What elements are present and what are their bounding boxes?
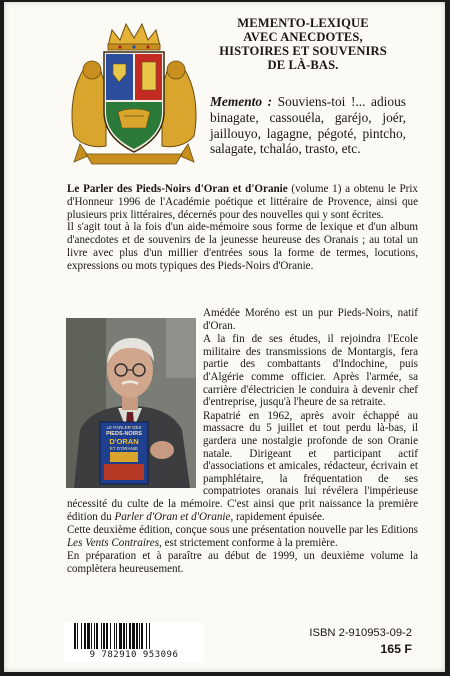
held-book-title-line-3: D'ORAN [109, 437, 139, 446]
bio-paragraph-1: Amédée Moréno est un pur Pieds-Noirs, natif d'Oran. [203, 307, 418, 332]
book-heading [204, 16, 402, 72]
price-label: 165 F [380, 642, 412, 656]
heading-line-3: HISTOIRES ET SOUVENIRS [219, 44, 387, 58]
memento-paragraph [210, 94, 406, 157]
author-biography [67, 307, 418, 576]
held-book-title-line-2: PIEDS-NOIRS [106, 431, 142, 437]
bio-paragraph-4-text-b: , est strictement conforme à la première. [159, 536, 338, 549]
intro-block [67, 183, 418, 273]
barcode-box [64, 622, 204, 662]
heading-line-1: MEMENTO-LEXIQUE [237, 16, 369, 30]
heading-line-2: AVEC ANECDOTES, [243, 30, 363, 44]
memento-lead: Memento : [210, 94, 273, 109]
heading-line-4: DE LÀ-BAS. [267, 58, 339, 72]
intro-book-title: Le Parler des Pieds-Noirs d'Oran et d'Oranie [67, 183, 288, 195]
held-book-title-line-1: LE PARLER DES [106, 425, 142, 430]
bio-paragraph-2: A la fin de ses études, il rejoindra l'Ecole militaire des transmissions de Montargis, fera partie des combattants d'Indochine, puis d'Algérie comme officier. Après l'armée, sa carrière d'électricien le conduira à devenir chef d'entreprise, jusqu'à l'heure de sa retraite. [203, 333, 418, 409]
isbn-number: ISBN 2-910953-09-2 [309, 627, 412, 639]
bio-book-title: Parler d'Oran et d'Oranie [114, 510, 231, 523]
bio-paragraph-4-text-a: Cette deuxième édition, conçue sous une présentation nouvelle par les Editions [67, 524, 418, 537]
bio-paragraph-5: En préparation et à paraître au début de 1999, un deuxième volume la complètera heureusement. [67, 550, 418, 575]
held-book-title-line-4: ET D'ORANIE [109, 446, 139, 451]
bio-paragraph-4 [67, 524, 418, 549]
memento-text: Souviens-toi !... adious binagate, cassouéla, garéjo, joér, jaillouyo, lagagne, pégoté, pintcho, salagate, tchaláo, trasto, etc. [210, 94, 406, 157]
intro-paragraph-2: Il s'agit tout à la fois d'un aide-mémoire sous forme de lexique et d'un album d'anecdotes et de souvenirs de la jeunesse heureuse des Oranais ; au total un livre avec plus d'un millier d'entrées sous la forme de termes, locutions, expressions ou mots typiques des Pieds-Noirs d'Oranie. [67, 221, 418, 272]
bio-paragraph-3-text-a: Rapatrié en 1962, après avoir échappé au massacre du 5 juillet et tout perdu là-bas, il gardera une nostalgie profonde de son Oranie natale. Dirigeant et participant actif d'associations et amicales, rédacteur, écrivain et pamphlétaire, la fréquentation de ses compatriotes oranais lui révélera l'impérieuse nécessité du culte de la mémoire. C'est ainsi que prit naissance la première édition du [67, 409, 418, 523]
publisher-name: Les Vents Contraires [67, 536, 160, 549]
coat-of-arms-emblem [66, 16, 202, 168]
photo-spacer [67, 307, 203, 497]
bio-paragraph-3-text-b: , rapidement épuisée. [230, 510, 325, 523]
intro-paragraph-1 [67, 183, 418, 221]
barcode-digits: 9 782910 953096 [89, 650, 179, 660]
barcode-image [72, 622, 196, 650]
back-cover [4, 2, 445, 672]
intro-paragraph-1-text: (volume 1) a obtenu le Prix d'Honneur 1996 de l'Académie poétique et littéraire de Provence, ainsi que plusieurs prix littéraires, décernés pour des nouvelles qui y sont écrites. [67, 183, 418, 221]
